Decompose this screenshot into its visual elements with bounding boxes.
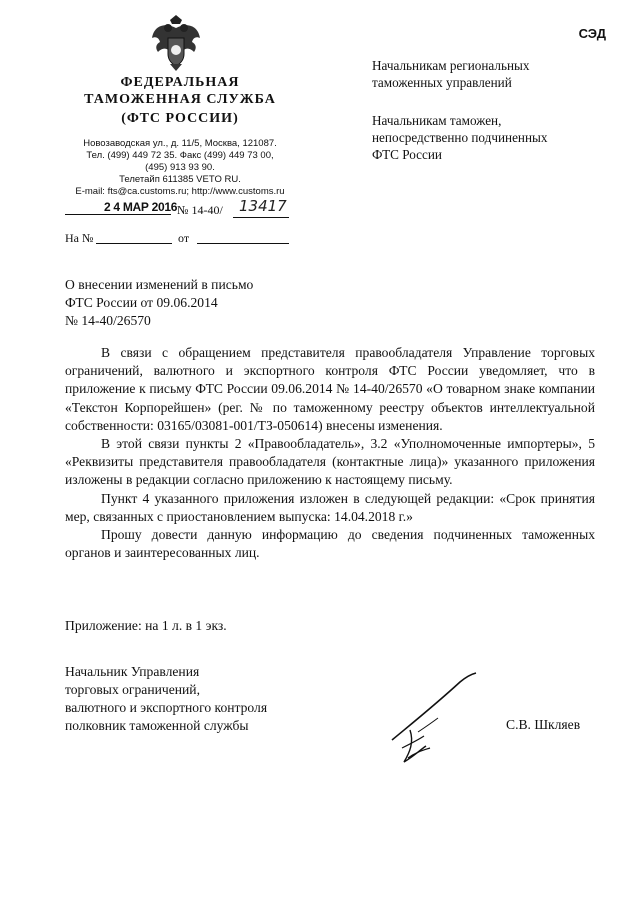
signer-title-line4: полковник таможенной службы [65,718,249,733]
signer-title [65,663,267,735]
number-underline [233,217,289,218]
subject-line3: № 14-40/26570 [65,313,151,328]
address-line3: (495) 913 93 90. [145,162,215,173]
recipient1-line1: Начальникам региональных [372,58,530,73]
outgoing-number-prefix: № 14-40/ [177,203,223,217]
date-underline [65,214,171,215]
address-line5: E-mail: fts@ca.customs.ru; http://www.customs.ru [75,186,285,197]
reply-number-underline [96,243,172,244]
body-paragraph-3: Пункт 4 указанного приложения изложен в следующей редакции: «Срок принятия мер, связанных с приостановлением выпуска: 14.04.2018 г.» [65,490,595,524]
subject-line1: О внесении изменений в письмо [65,277,254,292]
recipient2-line3: ФТС России [372,147,442,162]
address-line2: Тел. (499) 449 72 35. Факс (499) 449 73 00, [86,150,274,161]
recipient2-line2: непосредственно подчиненных [372,130,548,145]
address-line1: Новозаводская ул., д. 11/5, Москва, 121087. [83,138,277,149]
reply-date-label: от [178,231,190,245]
address-line4: Телетайп 611385 VETO RU. [119,174,241,185]
reply-date-underline [197,243,289,244]
handwritten-signature-icon [380,670,490,770]
russian-coat-of-arms-icon [150,14,202,72]
org-name-line2: ТАМОЖЕННАЯ СЛУЖБА [84,92,276,107]
attachment-note: Приложение: на 1 л. в 1 экз. [65,618,227,633]
subject-line2: ФТС России от 09.06.2014 [65,295,218,310]
recipient1-line2: таможенных управлений [372,75,512,90]
signer-title-line2: торговых ограничений, [65,682,200,697]
body-paragraph-1: В связи с обращением представителя правообладателя Управление торговых ограничений, валютного и экспортного контроля ФТС России уведомляет, что в приложение к письму ФТС России 09.06.2014 № 14-40/26570 «О товарном знаке компании «Текстон Корпорейшен» (рег. № по таможенному реестру объектов интеллектуальной собственности: 03165/03081-001/ТЗ-050614) внесены изменения. [65,345,595,433]
org-name-line3: (ФТС РОССИИ) [121,111,239,126]
letter-body [65,344,595,562]
recipient2-line1: Начальникам таможен, [372,113,502,128]
signer-title-line3: валютного и экспортного контроля [65,700,268,715]
letter-subject [65,276,253,330]
body-paragraph-4: Прошу довести данную информацию до сведения подчиненных таможенных органов и заинтересованных лиц. [65,527,595,561]
org-name-line1: ФЕДЕРАЛЬНАЯ [120,75,240,90]
reply-number-label: На № [65,231,94,245]
signer-name: С.В. Шкляев [506,717,581,732]
body-paragraph-2: В этой связи пункты 2 «Правообладатель», 3.2 «Уполномоченные импортеры», 5 «Реквизиты представителя правообладателя (контактные лица)» указанного приложения изложены в редакции согласно приложению к настоящему письму. [65,436,595,488]
date-stamp: 2 4 МАР 2016 [104,200,178,214]
handwritten-number: 13417 [239,197,287,215]
signer-title-line1: Начальник Управления [65,664,200,679]
sed-label: СЭД [578,26,606,41]
